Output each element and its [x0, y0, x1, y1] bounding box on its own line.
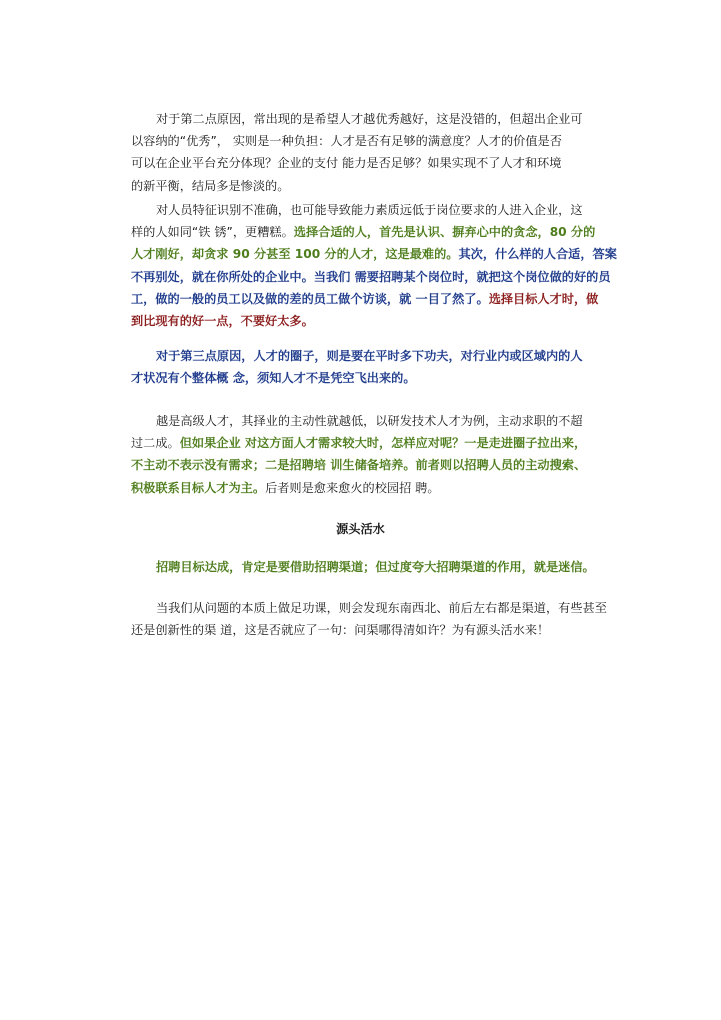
section-heading: 源头活水 — [336, 522, 385, 536]
paragraph-6 — [131, 597, 607, 641]
highlight-text-green: 但如果企业 对这方面人才需求较大时，怎样应对呢？一是走进圈子拉出来， — [179, 436, 587, 451]
text-run: 后者则是愈来愈火的校园招 聘。 — [265, 480, 440, 495]
highlight-text-red: 选择目标人才时，做 — [488, 291, 599, 306]
text-line: 以容纳的“优秀”， 实则是一种负担：人才是否有足够的满意度？人才的价值是否 — [131, 134, 562, 149]
text-line: 当我们从问题的本质上做足功课，则会发现东南西北、前后左右都是渠道，有些甚至 — [156, 601, 607, 615]
highlight-text-green: 招聘目标达成，肯定是要借助招聘渠道；但过度夸大招聘渠道的作用，就是迷信。 — [156, 560, 595, 574]
text-line: 的新平衡，结局多是惨淡的。 — [131, 178, 290, 193]
text-line — [131, 221, 601, 243]
paragraph-4 — [131, 410, 601, 499]
highlight-text-green: 人才刚好，却贪求 90 分甚至 100 分的人才，这是最难的。 — [131, 247, 459, 262]
text-line — [131, 477, 601, 499]
highlight-text-red: 到比现有的好一点，不要好太多。 — [131, 314, 314, 329]
text-line: 还是创新性的渠 道，这是否就应了一句：问渠哪得清如许？为有源头活水来！ — [131, 623, 550, 638]
highlight-text-blue: 不再别处，就在你所处的企业中。当我们 需要招聘某个岗位时，就把这个岗位做的好的员 — [131, 269, 611, 284]
text-line: 越是高级人才，其择业的主动性就越低，以研发技术人才为例，主动求职的不超 — [156, 414, 583, 428]
highlight-text-blue: 其次，什么样的人合适，答案 — [458, 247, 617, 262]
text-run: 过二成。 — [131, 436, 180, 451]
text-line — [131, 243, 617, 265]
paragraph-3 — [131, 345, 601, 389]
highlight-text-green: 不主动不表示没有需求；二是招聘培 训生储备培养。前者则以招聘人员的主动搜索、 — [131, 458, 587, 473]
text-line: 对于第二点原因，常出现的是希望人才越优秀越好，这是没错的，但超出企业可 — [156, 112, 583, 126]
paragraph-5 — [131, 556, 601, 578]
paragraph-2 — [131, 199, 617, 332]
paragraph-1 — [131, 108, 601, 197]
text-line: 对人员特征识别不准确，也可能导致能力素质远低于岗位要求的人进入企业，这 — [156, 203, 583, 217]
highlight-text-green: 选择合适的人，首先是认识、摒弃心中的贪念，80 分的 — [293, 225, 596, 240]
text-run: 样的人如同“铁 锈”，更糟糕。 — [131, 225, 294, 240]
highlight-text-green: 积极联系目标人才为主。 — [131, 480, 266, 495]
highlight-text-blue: 才状况有个整体概 念，须知人才不是凭空飞出来的。 — [131, 371, 416, 386]
highlight-text-blue: 对于第三点原因，人才的圈子，则是要在平时多下功夫，对行业内或区域内的人 — [156, 349, 583, 363]
highlight-text-blue: 工，做的一般的员工以及做的差的员工做个访谈，就 一目了然了。 — [131, 291, 489, 306]
text-line — [131, 432, 601, 454]
text-line — [131, 288, 601, 310]
text-line: 可以在企业平台充分体现？企业的支付 能力是否足够？如果实现不了人才和环境 — [131, 156, 562, 171]
